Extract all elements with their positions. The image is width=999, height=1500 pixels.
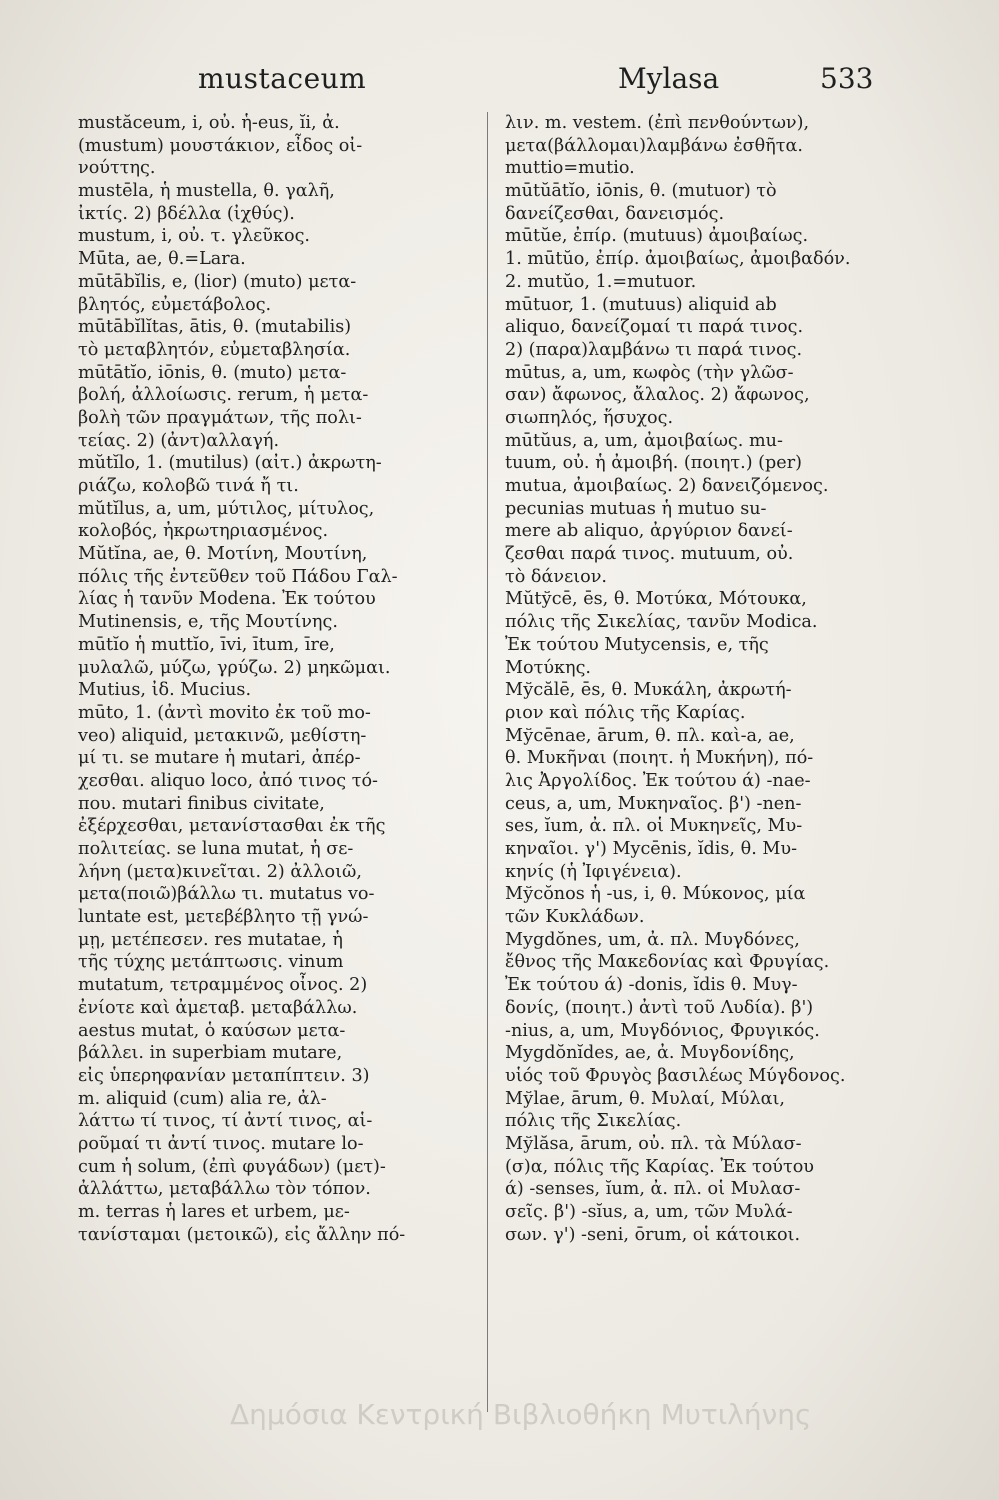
entry-line: Mygdŏnes, um, ἀ. πλ. Μυγδόνες,	[505, 929, 800, 950]
entry-line: τῶν Κυκλάδων.	[505, 907, 645, 928]
header-right-word: Mylasa	[618, 62, 720, 95]
library-watermark: Δημόσια Κεντρική Βιβλιοθήκη Μυτιλήνης	[230, 1398, 812, 1431]
entry-line: θ. Μυκῆναι (ποιητ. ἡ Μυκήνη), πό-	[505, 748, 814, 769]
entry-line: Mўcēnae, ārum, θ. πλ. καὶ-a, ae,	[505, 725, 795, 746]
entry-line: τὸ δάνειον.	[505, 566, 607, 587]
right-column	[505, 112, 920, 1246]
entry-line: μυλαλῶ, μύζω, γρύζω. 2) μηκῶμαι.	[78, 657, 391, 678]
entry-line: ζεσθαι παρά τινος. mutuum, οὐ.	[505, 544, 794, 565]
entry-line: mustăceum, i, οὐ. ἡ-eus, ĭi, ἀ.	[78, 113, 340, 133]
entry-line: mūtŭus, a, um, ἀμοιβαίως. mu-	[505, 430, 783, 451]
entry-line: τὸ μεταβλητόν, εὐμεταβλησία.	[78, 339, 351, 360]
entry-line: m. terras ἡ lares et urbem, με-	[78, 1202, 350, 1222]
entry-line: 2) (παρα)λαμβάνω τι παρά τινος.	[505, 339, 803, 360]
entry-line: Mūta, ae, θ.=Lara.	[78, 249, 246, 270]
entry-line: λίας ἡ τανῦν Modena. Ἐκ τούτου	[78, 589, 376, 610]
entry-line: (mustum) μουστάκιον, εἶδος οἰ-	[78, 135, 363, 156]
left-column	[78, 112, 493, 1246]
entry-line: σων. γ') -seni, ōrum, οἱ κάτοικοι.	[505, 1224, 801, 1245]
entry-line: Μοτύκης.	[505, 657, 592, 678]
entry-line: πόλις τῆς Σικελίας, τανῦν Modica.	[505, 612, 818, 633]
entry-line: μῃ, μετέπεσεν. res mutatae, ἡ	[78, 929, 343, 950]
entry-line: muttio=mutio.	[505, 158, 635, 179]
entry-line: λάττω τί τινος, τί ἀντί τινος, αἱ-	[78, 1111, 373, 1132]
entry-line: πολιτείας. se luna mutat, ἡ σε-	[78, 839, 354, 859]
entry-line: μετα(ποιῶ)βάλλω τι. mutatus vo-	[78, 884, 375, 905]
entry-line: Mygdŏnĭdes, ae, ἀ. Μυγδονίδης,	[505, 1043, 795, 1064]
entry-line: δονίς, (ποιητ.) ἀντὶ τοῦ Λυδία). β')	[505, 997, 814, 1018]
entry-line: ceus, a, um, Μυκηναῖος. β') -nen-	[505, 793, 802, 814]
entry-line: ριον καὶ πόλις τῆς Καρίας.	[505, 702, 746, 723]
running-header	[0, 62, 999, 102]
entry-line: πόλις τῆς ἐντεῦθεν τοῦ Πάδου Γαλ-	[78, 566, 398, 587]
entry-line: ἐνίοτε καὶ ἀμεταβ. μεταβάλλω.	[78, 997, 358, 1018]
entry-line: Mўlae, ārum, θ. Μυλαί, Μύλαι,	[505, 1088, 786, 1109]
entry-line: mūtātĭo, iōnis, θ. (muto) μετα-	[78, 362, 347, 383]
entry-line: aliquo, δανείζομαί τι παρά τινος.	[505, 317, 804, 338]
entry-line: σιωπηλός, ἥσυχος.	[505, 407, 674, 428]
entry-line: m. aliquid (cum) alia re, ἀλ-	[78, 1088, 327, 1109]
entry-line: λήνη (μετα)κινεῖται. 2) ἀλλοιῶ,	[78, 861, 362, 882]
entry-line: εἰς ὑπερηφανίαν μεταπίπτειν. 3)	[78, 1065, 370, 1086]
entry-line: κολοβός, ἠκρωτηριασμένος.	[78, 521, 329, 542]
entry-line: βάλλει. in superbiam mutare,	[78, 1043, 343, 1064]
entry-line: Mўcŏnos ἡ -us, i, θ. Μύκονος, μία	[505, 884, 806, 905]
entry-line: mutatum, τετραμμένος οἶνος. 2)	[78, 975, 368, 996]
entry-line: Mўlăsa, ārum, οὐ. πλ. τὰ Μύλασ-	[505, 1133, 802, 1154]
entry-line: luntate est, μετεβέβλητο τῇ γνώ-	[78, 907, 369, 928]
entry-line: mutua, ἀμοιβαίως. 2) δανειζόμενος.	[505, 476, 829, 496]
entry-line: mūtus, a, um, κωφὸς (τὴν γλῶσ-	[505, 362, 794, 383]
entry-line: pecunias mutuas ἡ mutuo su-	[505, 498, 767, 519]
entry-line: λις Ἀργολίδος. Ἐκ τούτου ά) -nae-	[505, 770, 811, 791]
entry-line: mūtĭo ἡ muttĭo, īvi, ītum, īre,	[78, 634, 335, 655]
entry-line: πόλις τῆς Σικελίας.	[505, 1111, 682, 1132]
entry-line: τῆς τύχης μετάπτωσις. vinum	[78, 952, 344, 973]
entry-line: mere ab aliquo, ἀργύριον δανεί-	[505, 521, 793, 542]
entry-line: κηναῖοι. γ') Mycēnis, ĭdis, θ. Μυ-	[505, 839, 798, 859]
entry-line: mūtŭe, ἐπίρ. (mutuus) ἀμοιβαίως.	[505, 226, 809, 247]
entry-line: δανείζεσθαι, δανεισμός.	[505, 203, 725, 224]
entry-line: Mўcălē, ēs, θ. Μυκάλη, ἀκρωτή-	[505, 680, 792, 701]
entry-line: ἔθνος τῆς Μακεδονίας καὶ Φρυγίας.	[505, 952, 830, 973]
entry-line: mūtābĭlis, e, (lior) (muto) μετα-	[78, 271, 357, 292]
entry-line: τείας. 2) (ἀντ)αλλαγή.	[78, 430, 280, 451]
entry-line: μί τι. se mutare ἡ mutari, ἀπέρ-	[78, 748, 361, 769]
entry-line: χεσθαι. aliquo loco, ἀπό τινος τό-	[78, 770, 378, 791]
entry-line: Mutius, ἰδ. Mucius.	[78, 680, 252, 701]
entry-line: ά) -senses, ĭum, ἀ. πλ. οἱ Μυλασ-	[505, 1179, 801, 1200]
entry-line: που. mutari finibus civitate,	[78, 793, 325, 814]
page-number: 533	[820, 62, 874, 95]
entry-line: mŭtĭlus, a, um, μύτιλος, μίτυλος,	[78, 498, 375, 519]
entry-line: νούττης.	[78, 158, 156, 179]
entry-line: mustum, i, οὐ. τ. γλεῦκος.	[78, 226, 311, 247]
entry-line: mūtābĭlĭtas, ātis, θ. (mutabilis)	[78, 317, 352, 338]
entry-line: mūtuor, 1. (mutuus) aliquid ab	[505, 294, 777, 315]
entry-line: mustēla, ἡ mustella, θ. γαλῆ,	[78, 181, 335, 202]
entry-line: βλητός, εὐμετάβολος.	[78, 294, 272, 315]
entry-line: 2. mutŭo, 1.=mutuor.	[505, 271, 697, 292]
entry-line: Mŭtĭna, ae, θ. Μοτίνη, Μουτίνη,	[78, 544, 368, 565]
entry-line: tuum, οὐ. ἡ ἀμοιβή. (ποιητ.) (per)	[505, 453, 802, 474]
entry-line: Ἐκ τούτου Mutycensis, e, τῆς	[505, 634, 769, 655]
entry-line: λιν. m. vestem. (ἐπὶ πενθούντων),	[505, 113, 810, 133]
entry-line: κηνίς (ἡ Ἰφιγένεια).	[505, 861, 682, 882]
entry-line: σαν) ἄφωνος, ἄλαλος. 2) ἄφωνος,	[505, 385, 810, 406]
entry-line: τανίσταμαι (μετοικῶ), εἰς ἄλλην πό-	[78, 1224, 406, 1245]
entry-line: ἐξέρχεσθαι, μετανίστασθαι ἐκ τῆς	[78, 816, 386, 837]
entry-line: veo) aliquid, μετακινῶ, μεθίστη-	[78, 725, 367, 746]
entry-line: ροῦμαί τι ἀντί τινος. mutare lo-	[78, 1133, 364, 1154]
entry-line: mūtŭātĭo, iōnis, θ. (mutuor) τὸ	[505, 181, 777, 202]
entry-line: Mutinensis, e, τῆς Μουτίνης.	[78, 612, 338, 633]
entry-line: Ἐκ τούτου ά) -donis, ĭdis θ. Μυγ-	[505, 975, 798, 996]
entry-line: ses, ĭum, ἀ. πλ. οἱ Μυκηνεῖς, Μυ-	[505, 816, 803, 837]
entry-line: cum ἡ solum, (ἐπὶ φυγάδων) (μετ)-	[78, 1156, 386, 1177]
entry-line: ἀλλάττω, μεταβάλλω τὸν τόπον.	[78, 1179, 371, 1200]
entry-line: μετα(βάλλομαι)λαμβάνω ἐσθῆτα.	[505, 135, 803, 156]
entry-line: 1. mūtŭo, ἐπίρ. ἀμοιβαίως, ἀμοιβαδόν.	[505, 249, 851, 270]
entry-line: mŭtĭlo, 1. (mutilus) (αἰτ.) ἀκρωτη-	[78, 453, 382, 474]
entry-line: ἰκτίς. 2) βδέλλα (ἰχθύς).	[78, 203, 295, 224]
entry-line: (σ)α, πόλις τῆς Καρίας. Ἐκ τούτου	[505, 1156, 814, 1177]
entry-line: ριάζω, κολοβῶ τινά ἤ τι.	[78, 476, 299, 496]
entry-line: Mŭtўcē, ēs, θ. Μοτύκα, Μότουκα,	[505, 589, 807, 610]
entry-line: υἱός τοῦ Φρυγὸς βασιλέως Μύγδονος.	[505, 1065, 846, 1086]
header-left-word: mustaceum	[198, 62, 367, 95]
entry-line: βολή, ἀλλοίωσις. rerum, ἡ μετα-	[78, 385, 369, 406]
entry-line: aestus mutat, ὁ καύσων μετα-	[78, 1020, 346, 1041]
column-divider	[487, 112, 488, 1412]
entry-line: σεῖς. β') -sĭus, a, um, τῶν Μυλά-	[505, 1202, 793, 1222]
entry-line: mūto, 1. (ἀντὶ movito ἐκ τοῦ mo-	[78, 702, 371, 723]
entry-line: -nius, a, um, Μυγδόνιος, Φρυγικός.	[505, 1020, 820, 1041]
entry-line: βολὴ τῶν πραγμάτων, τῆς πολι-	[78, 407, 362, 428]
